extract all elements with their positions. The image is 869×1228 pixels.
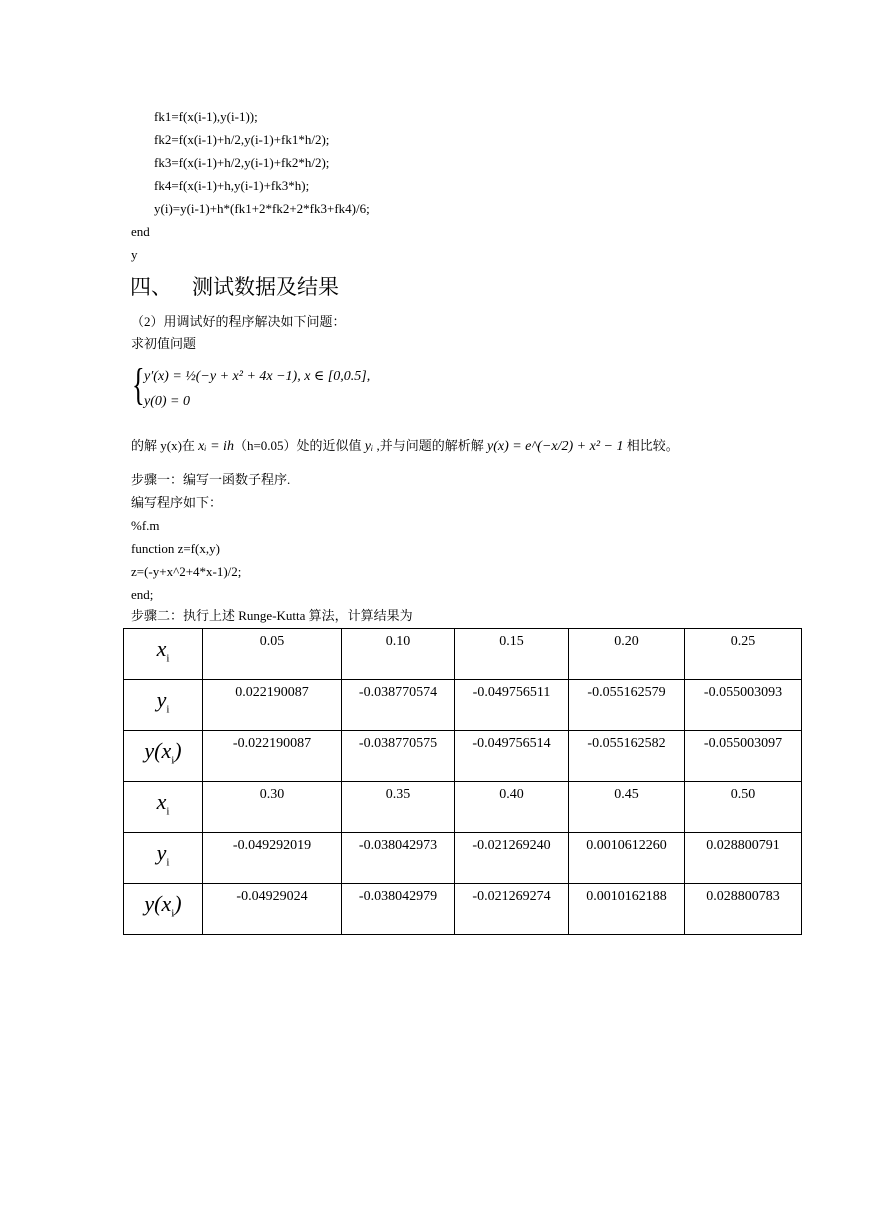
section-title: 测试数据及结果: [192, 275, 339, 299]
table-cell: 0.0010612260: [569, 833, 685, 884]
row-label-exact: $y(x_i)$: [124, 884, 203, 935]
table-cell: -0.038770575: [342, 731, 455, 782]
table-cell: -0.038042979: [342, 884, 455, 935]
table-cell: 0.05: [203, 629, 342, 680]
row-label-exact: $y(x_i)$: [124, 731, 203, 782]
code-line: fk3=f(x(i-1)+h/2,y(i-1)+fk2*h/2);: [154, 155, 330, 170]
equation-ode: y′(x) = ½(−y + x² + 4x −1), x ∈ [0,0.5],: [144, 369, 371, 384]
table-row: [124, 884, 802, 935]
table-cell: -0.022190087: [203, 731, 342, 782]
table-cell: 0.45: [569, 782, 685, 833]
table-cell: -0.038770574: [342, 680, 455, 731]
sentence-text: ,并与问题的解析解: [373, 438, 487, 453]
code-line: y: [131, 247, 138, 262]
equation-initial: y(0) = 0: [144, 394, 190, 409]
row-label-x: $x_i$: [124, 782, 203, 833]
step-text: 编写程序如下：: [131, 495, 223, 510]
table-cell: 0.40: [455, 782, 569, 833]
table-cell: -0.049756514: [455, 731, 569, 782]
section-number: 四、: [130, 275, 172, 299]
code-line: z=(-y+x^2+4*x-1)/2;: [131, 564, 242, 579]
code-line: %f.m: [131, 518, 160, 533]
table-cell: 0.15: [455, 629, 569, 680]
code-line: end: [131, 224, 150, 239]
table-cell: -0.055162582: [569, 731, 685, 782]
problem-label: 求初值问题: [131, 336, 197, 351]
table-cell: 0.0010162188: [569, 884, 685, 935]
row-label-x: $x_i$: [124, 629, 203, 680]
sentence-text: （h=0.05）处的近似值: [233, 438, 365, 453]
table-cell: 0.028800791: [685, 833, 802, 884]
table-cell: -0.049292019: [203, 833, 342, 884]
table-cell: 0.028800783: [685, 884, 802, 935]
code-line: fk2=f(x(i-1)+h/2,y(i-1)+fk1*h/2);: [154, 132, 330, 147]
exact-solution-formula: y(x) = e^(−x/2) + x² − 1: [486, 439, 624, 454]
table-cell: 0.50: [685, 782, 802, 833]
table-cell: -0.055162579: [569, 680, 685, 731]
code-line: function z=f(x,y): [131, 541, 220, 556]
table-cell: -0.021269274: [455, 884, 569, 935]
sentence-text: 相比较。: [623, 438, 679, 453]
table-cell: 0.20: [569, 629, 685, 680]
table-cell: -0.055003097: [685, 731, 802, 782]
brace-icon: {: [132, 360, 145, 409]
table-cell: -0.038042973: [342, 833, 455, 884]
section-heading: [130, 274, 339, 300]
table-row: [124, 680, 802, 731]
results-table: [123, 628, 802, 935]
table-cell: 0.022190087: [203, 680, 342, 731]
table-cell: -0.049756511: [455, 680, 569, 731]
code-line: fk4=f(x(i-1)+h,y(i-1)+fk3*h);: [154, 178, 310, 193]
step-two: 步骤二：执行上述 Runge-Kutta 算法，计算结果为: [131, 608, 413, 623]
table-cell: -0.021269240: [455, 833, 569, 884]
table-cell: 0.35: [342, 782, 455, 833]
step-one: 步骤一：编写一函数子程序.: [131, 472, 291, 487]
table-row: [124, 782, 802, 833]
equation-system: [132, 360, 432, 416]
row-label-y: $y_i$: [124, 833, 203, 884]
table-cell: -0.055003093: [685, 680, 802, 731]
code-line: fk1=f(x(i-1),y(i-1));: [154, 109, 258, 124]
code-line: y(i)=y(i-1)+h*(fk1+2*fk2+2*fk3+fk4)/6;: [154, 201, 370, 216]
problem-intro: （2）用调试好的程序解决如下问题：: [131, 314, 346, 329]
code-line: end;: [131, 587, 154, 602]
approx-symbol: yᵢ: [364, 439, 374, 454]
table-cell: -0.04929024: [203, 884, 342, 935]
table-row: [124, 731, 802, 782]
table-cell: 0.10: [342, 629, 455, 680]
comparison-sentence: [131, 438, 679, 455]
grid-formula: xᵢ = ih: [198, 439, 234, 454]
table-cell: 0.25: [685, 629, 802, 680]
table-row: [124, 833, 802, 884]
row-label-y: $y_i$: [124, 680, 203, 731]
table-row: [124, 629, 802, 680]
table-cell: 0.30: [203, 782, 342, 833]
sentence-text: 的解 y(x)在: [131, 438, 199, 453]
